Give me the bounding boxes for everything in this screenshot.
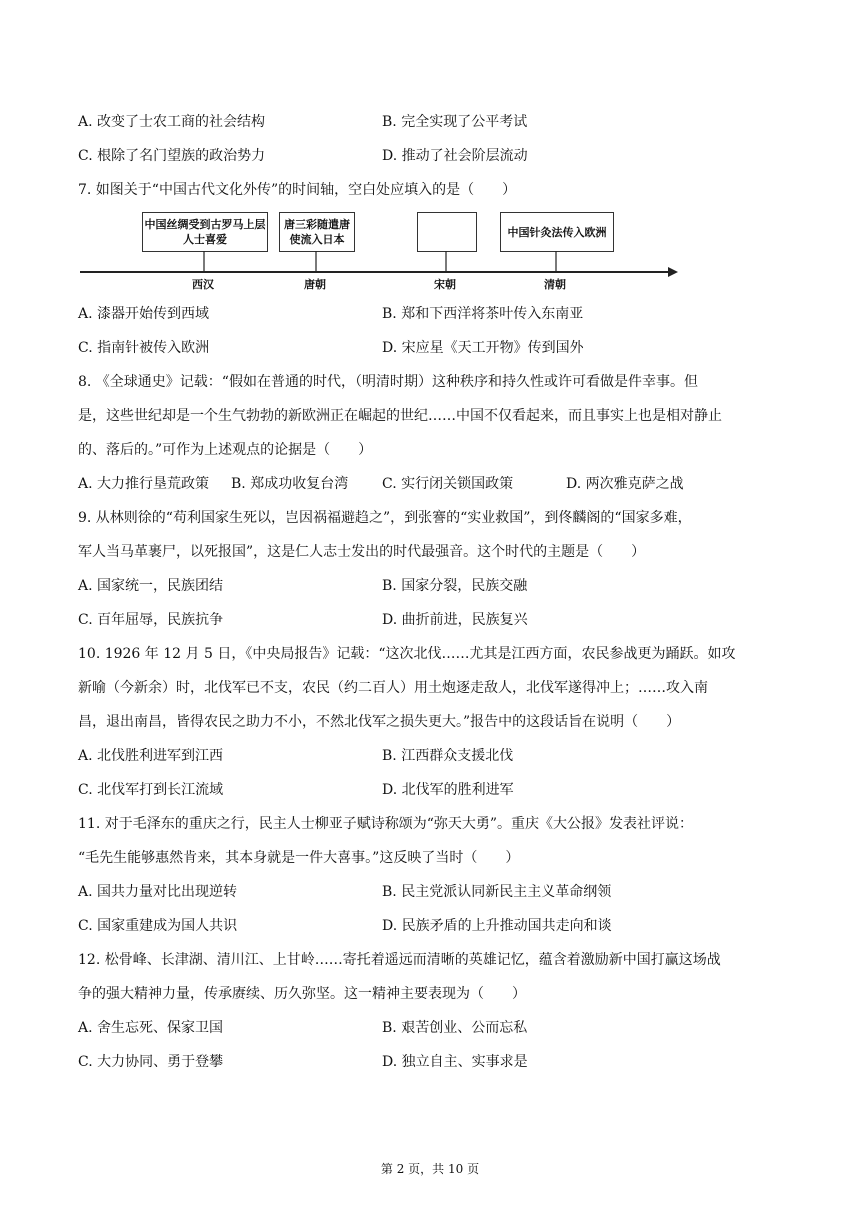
- q7-option-c: C. 指南针被传入欧洲: [78, 340, 210, 356]
- timeline-label-qing: 清朝: [544, 278, 566, 291]
- q6-option-a: A. 改变了士农工商的社会结构: [78, 114, 266, 130]
- q12-option-b: B. 艰苦创业、公而忘私: [382, 1020, 528, 1036]
- timeline-label-tang: 唐朝: [304, 278, 326, 291]
- timeline-box-tang: 唐三彩随遣唐使流入日本: [279, 212, 355, 252]
- q7-stem: 7. 如图关于“中国古代文化外传”的时间轴，空白处应填入的是（ ）: [78, 182, 517, 198]
- q8-option-c: C. 实行闭关锁国政策: [382, 476, 514, 492]
- q8-stem-line-1: 8. 《全球通史》记载：“假如在普通的时代，（明清时期）这种秩序和持久性或许可看做是件幸事。但: [78, 374, 698, 390]
- timeline-box-western-han: 中国丝绸受到古罗马上层人士喜爱: [142, 212, 268, 252]
- q8-stem-line-3: 的、落后的。”可作为上述观点的论据是（ ）: [78, 442, 373, 458]
- q11-option-a: A. 国共力量对比出现逆转: [78, 884, 238, 900]
- q11-option-b: B. 民主党派认同新民主主义革命纲领: [382, 884, 612, 900]
- q11-stem-line-1: 11. 对于毛泽东的重庆之行，民主人士柳亚子赋诗称颂为“弥天大勇”。重庆《大公报》发表社评说：: [78, 816, 694, 832]
- q6-option-d: D. 推动了社会阶层流动: [382, 148, 528, 164]
- q9-stem-line-2: 军人当马革裹尸，以死报国”，这是仁人志士发出的时代最强音。这个时代的主题是（ ）: [78, 544, 646, 560]
- q8-option-a: A. 大力推行垦荒政策: [78, 476, 210, 492]
- q10-option-a: A. 北伐胜利进军到江西: [78, 748, 224, 764]
- q10-option-b: B. 江西群众支援北伐: [382, 748, 514, 764]
- q7-option-d: D. 宋应星《天工开物》传到国外: [382, 340, 584, 356]
- q12-stem-line-2: 争的强大精神力量，传承赓续、历久弥坚。这一精神主要表现为（ ）: [78, 986, 526, 1002]
- q8-option-b: B. 郑成功收复台湾: [231, 476, 349, 492]
- q11-option-d: D. 民族矛盾的上升推动国共走向和谈: [382, 918, 612, 934]
- q8-option-d: D. 两次雅克萨之战: [566, 476, 684, 492]
- q6-option-b: B. 完全实现了公平考试: [382, 114, 528, 130]
- q8-stem-line-2: 是，这些世纪却是一个生气勃勃的新欧洲正在崛起的世纪……中国不仅看起来，而且事实上也是相对静止: [78, 408, 722, 424]
- q10-option-d: D. 北伐军的胜利进军: [382, 782, 514, 798]
- q12-option-d: D. 独立自主、实事求是: [382, 1054, 528, 1070]
- q7-option-a: A. 漆器开始传到西域: [78, 306, 210, 322]
- q10-stem-line-3: 昌，退出南昌，皆得农民之助力不小，不然北伐军之损失更大。”报告中的这段话旨在说明（ ）: [78, 714, 681, 730]
- q10-stem-line-1: 10. 1926 年 12 月 5 日，《中央局报告》记载：“这次北伐……尤其是江西方面，农民参战更为踊跃。如攻: [78, 646, 736, 662]
- timeline-axis: [0, 0, 860, 300]
- page-number: 第 2 页，共 10 页: [380, 1162, 480, 1176]
- q9-option-a: A. 国家统一，民族团结: [78, 578, 224, 594]
- q9-option-c: C. 百年屈辱，民族抗争: [78, 612, 224, 628]
- q9-option-b: B. 国家分裂，民族交融: [382, 578, 528, 594]
- q9-option-d: D. 曲折前进，民族复兴: [382, 612, 528, 628]
- q11-option-c: C. 国家重建成为国人共识: [78, 918, 238, 934]
- timeline-box-qing: 中国针灸法传入欧洲: [500, 212, 614, 252]
- q10-stem-line-2: 新喻（今新余）时，北伐军已不支，农民（约二百人）用土炮逐走敌人，北伐军遂得冲上；……攻入南: [78, 680, 708, 696]
- timeline-label-song: 宋朝: [434, 278, 456, 291]
- q12-option-a: A. 舍生忘死、保家卫国: [78, 1020, 224, 1036]
- q6-option-c: C. 根除了名门望族的政治势力: [78, 148, 266, 164]
- timeline-label-western-han: 西汉: [192, 278, 214, 291]
- q10-option-c: C. 北伐军打到长江流域: [78, 782, 224, 798]
- q11-stem-line-2: “毛先生能够惠然肯来，其本身就是一件大喜事。”这反映了当时（ ）: [78, 850, 520, 866]
- q7-option-b: B. 郑和下西洋将茶叶传入东南亚: [382, 306, 584, 322]
- q9-stem-line-1: 9. 从林则徐的“苟利国家生死以，岂因祸福避趋之”，到张謇的“实业救国”，到佟麟阁的“国家多难，: [78, 510, 692, 526]
- q12-option-c: C. 大力协同、勇于登攀: [78, 1054, 224, 1070]
- q12-stem-line-1: 12. 松骨峰、长津湖、清川江、上甘岭……寄托着遥远而清晰的英雄记忆，蕴含着激励新中国打赢这场战: [78, 952, 721, 968]
